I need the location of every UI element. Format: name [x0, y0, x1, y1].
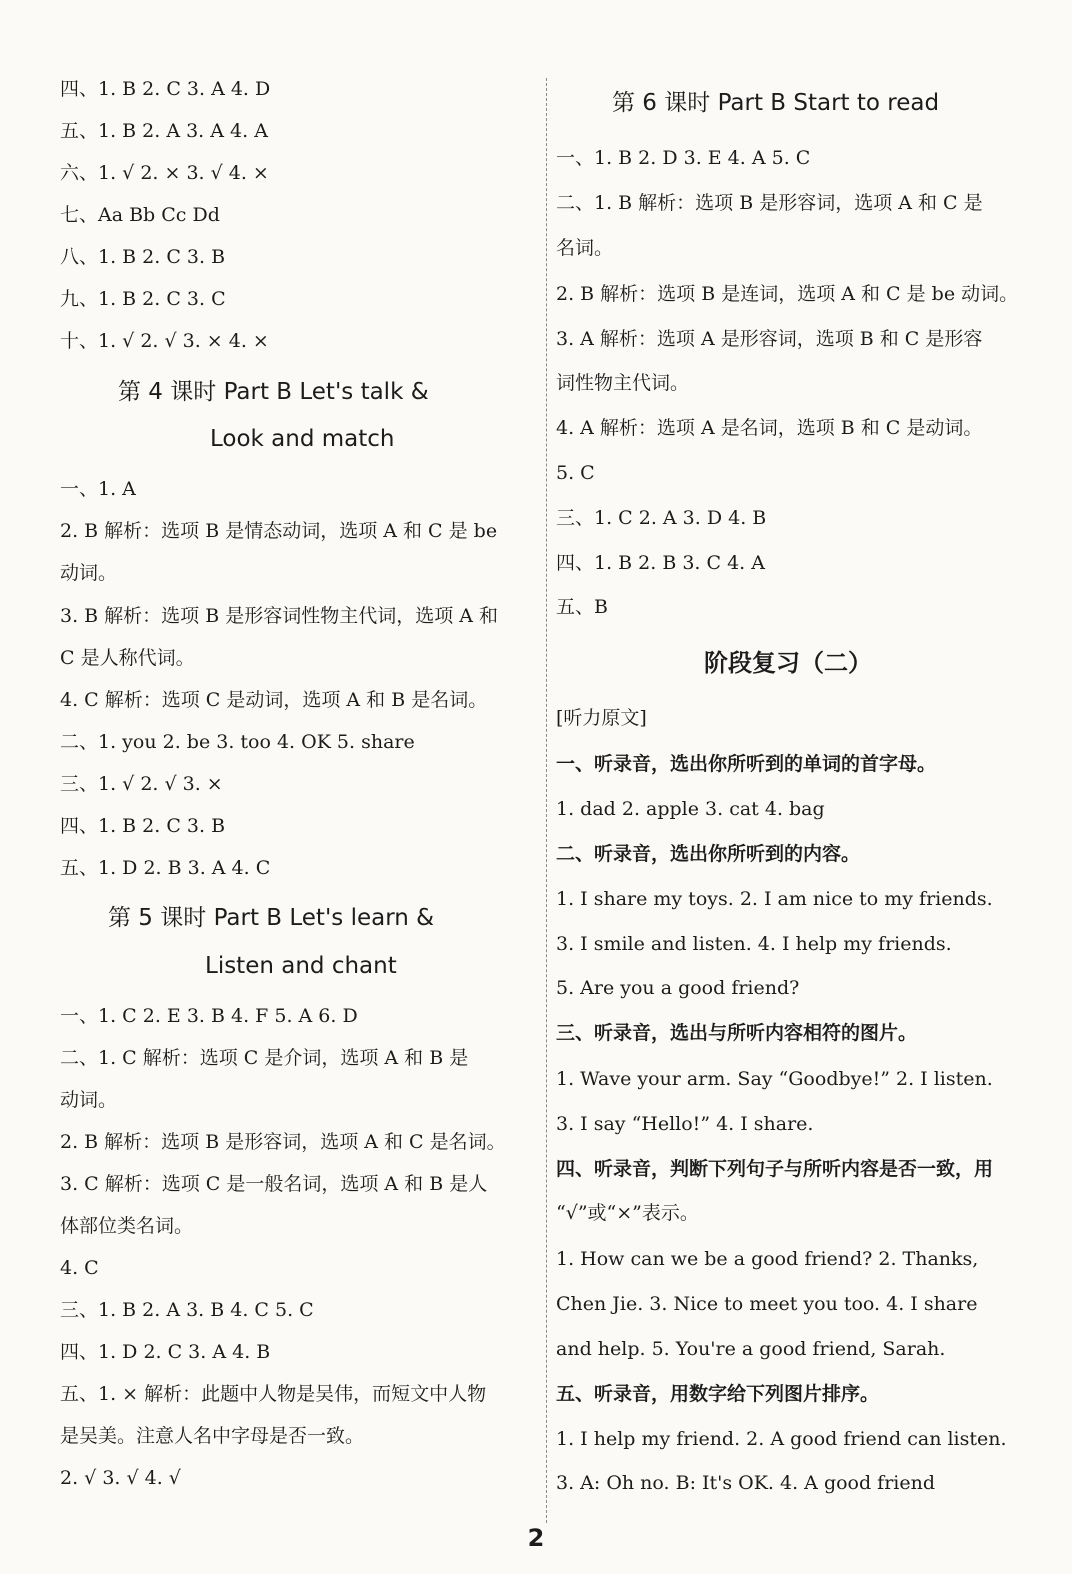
right-answer-line: 二、1. B 解析：选项 B 是形容词，选项 A 和 C 是 — [556, 192, 983, 214]
left-answer-line: 五、1. D 2. B 3. A 4. C — [60, 857, 271, 879]
right-answer-line: 一、听录音，选出你所听到的单词的首字母。 — [556, 753, 937, 775]
left-answer-line: 六、1. √ 2. × 3. √ 4. × — [60, 162, 269, 184]
left-answer-line: 八、1. B 2. C 3. B — [60, 246, 226, 268]
right-answer-line: 1. dad 2. apple 3. cat 4. bag — [556, 798, 825, 820]
right-answer-line: 四、1. B 2. B 3. C 4. A — [556, 552, 765, 574]
left-answer-line: 体部位类名词。 — [60, 1215, 194, 1237]
right-answer-line: 4. A 解析：选项 A 是名词，选项 B 和 C 是动词。 — [556, 417, 983, 439]
left-answer-line: 一、1. C 2. E 3. B 4. F 5. A 6. D — [60, 1005, 358, 1027]
left-answer-line: 2. B 解析：选项 B 是形容词，选项 A 和 C 是名词。 — [60, 1131, 506, 1153]
right-answer-line: and help. 5. You're a good friend, Sarah. — [556, 1338, 946, 1360]
left-answer-line: 五、1. B 2. A 3. A 4. A — [60, 120, 268, 142]
right-answer-line: 1. I share my toys. 2. I am nice to my friends. — [556, 888, 993, 910]
left-section-heading: Listen and chant — [205, 953, 397, 979]
left-answer-line: 五、1. × 解析：此题中人物是吴伟，而短文中人物 — [60, 1383, 487, 1405]
right-answer-line: 5. C — [556, 462, 595, 484]
left-answer-line: 二、1. C 解析：选项 C 是介词，选项 A 和 B 是 — [60, 1047, 469, 1069]
right-answer-line: 1. I help my friend. 2. A good friend can listen. — [556, 1428, 1007, 1450]
left-answer-line: 4. C — [60, 1257, 99, 1279]
right-answer-line: 二、听录音，选出你所听到的内容。 — [556, 843, 861, 865]
left-answer-line: 3. B 解析：选项 B 是形容词性物主代词，选项 A 和 — [60, 605, 499, 627]
left-section-heading: Look and match — [210, 426, 395, 452]
right-answer-line: 2. B 解析：选项 B 是连词，选项 A 和 C 是 be 动词。 — [556, 283, 1019, 305]
page-number: 2 — [527, 1524, 545, 1552]
right-answer-line: 一、1. B 2. D 3. E 4. A 5. C — [556, 147, 811, 169]
left-section-heading: 第 4 课时 Part B Let's talk & — [118, 379, 429, 405]
right-section-heading: 第 6 课时 Part B Start to read — [612, 90, 940, 116]
left-answer-line: 七、Aa Bb Cc Dd — [60, 204, 220, 226]
left-answer-line: C 是人称代词。 — [60, 647, 195, 669]
right-answer-line: 五、B — [556, 596, 608, 618]
right-answer-line: 3. I say “Hello!” 4. I share. — [556, 1113, 814, 1135]
right-answer-line: 1. How can we be a good friend? 2. Thanks, — [556, 1248, 979, 1270]
left-answer-line: 三、1. B 2. A 3. B 4. C 5. C — [60, 1299, 314, 1321]
left-answer-line: 三、1. √ 2. √ 3. × — [60, 773, 223, 795]
left-answer-line: 一、1. A — [60, 478, 136, 500]
left-answer-line: 4. C 解析：选项 C 是动词，选项 A 和 B 是名词。 — [60, 689, 488, 711]
left-answer-line: 2. √ 3. √ 4. √ — [60, 1467, 181, 1489]
left-answer-line: 动词。 — [60, 1089, 118, 1111]
right-answer-line: [听力原文] — [556, 707, 647, 729]
left-answer-line: 四、1. B 2. C 3. A 4. D — [60, 78, 271, 100]
left-answer-line: 十、1. √ 2. √ 3. × 4. × — [60, 330, 269, 352]
left-answer-line: 四、1. B 2. C 3. B — [60, 815, 226, 837]
right-answer-line: “√”或“×”表示。 — [556, 1202, 699, 1224]
right-answer-line: 三、听录音，选出与所听内容相符的图片。 — [556, 1022, 918, 1044]
right-answer-line: 3. A: Oh no. B: It's OK. 4. A good friend — [556, 1472, 936, 1494]
left-answer-line: 九、1. B 2. C 3. C — [60, 288, 226, 310]
left-answer-line: 2. B 解析：选项 B 是情态动词，选项 A 和 C 是 be — [60, 520, 498, 542]
right-answer-line: 名词。 — [556, 237, 614, 259]
left-answer-line: 四、1. D 2. C 3. A 4. B — [60, 1341, 271, 1363]
left-answer-line: 动词。 — [60, 562, 118, 584]
right-answer-line: 3. I smile and listen. 4. I help my friends. — [556, 933, 952, 955]
right-section-heading: 阶段复习（二） — [704, 649, 872, 677]
right-answer-line: 三、1. C 2. A 3. D 4. B — [556, 507, 767, 529]
right-answer-line: 词性物主代词。 — [556, 372, 690, 394]
right-answer-line: 5. Are you a good friend? — [556, 977, 800, 999]
right-answer-line: 五、听录音，用数字给下列图片排序。 — [556, 1383, 880, 1405]
right-answer-line: 1. Wave your arm. Say “Goodbye!” 2. I listen. — [556, 1068, 993, 1090]
left-answer-line: 3. C 解析：选项 C 是一般名词，选项 A 和 B 是人 — [60, 1173, 488, 1195]
right-answer-line: 四、听录音，判断下列句子与所听内容是否一致，用 — [556, 1158, 994, 1180]
column-divider — [546, 78, 547, 1523]
right-answer-line: Chen Jie. 3. Nice to meet you too. 4. I share — [556, 1293, 978, 1315]
right-answer-line: 3. A 解析：选项 A 是形容词，选项 B 和 C 是形容 — [556, 328, 983, 350]
left-answer-line: 是吴美。注意人名中字母是否一致。 — [60, 1425, 365, 1447]
left-section-heading: 第 5 课时 Part B Let's learn & — [108, 905, 435, 931]
left-answer-line: 二、1. you 2. be 3. too 4. OK 5. share — [60, 731, 415, 753]
